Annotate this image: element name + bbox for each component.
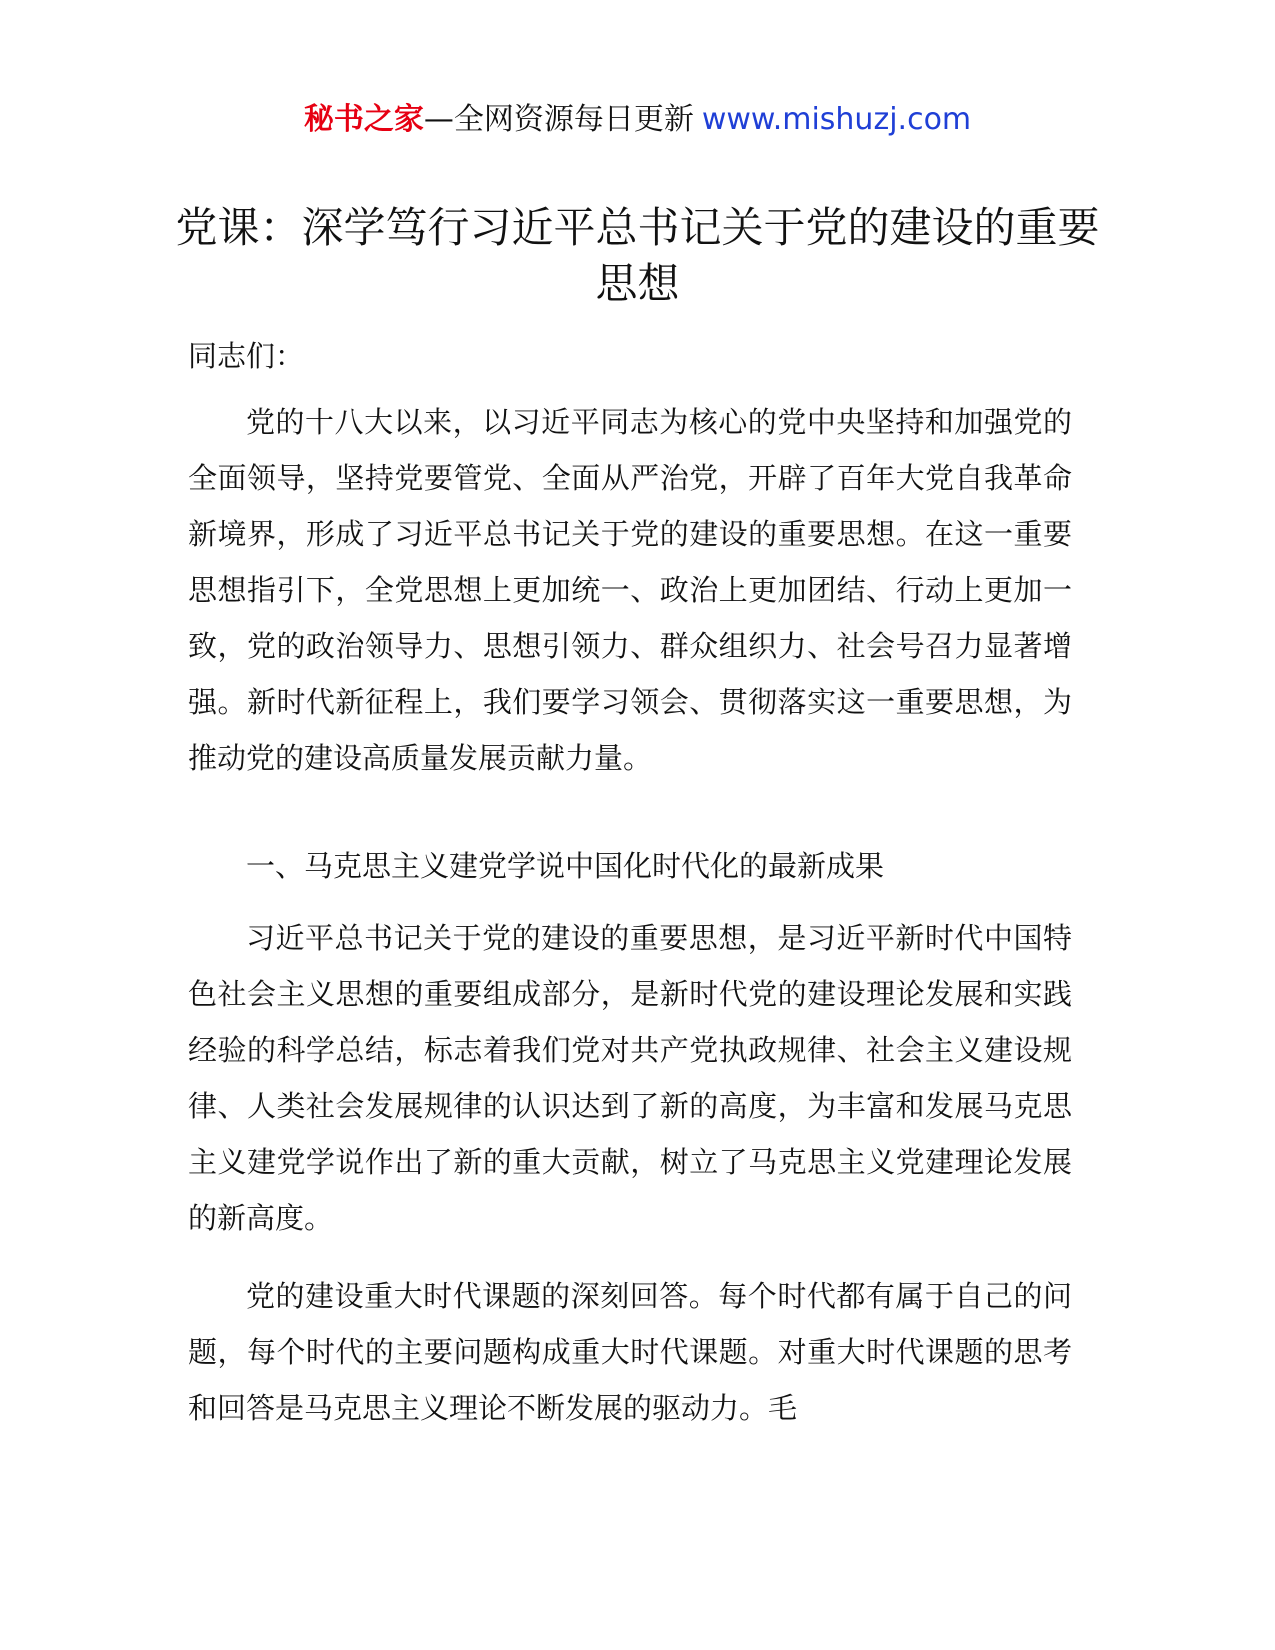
body-paragraph-3: 党的建设重大时代课题的深刻回答。每个时代都有属于自己的问题，每个时代的主要问题构成重大时代课题。对重大时代课题的思考和回答是马克思主义理论不断发展的驱动力。毛 [188, 1279, 1072, 1425]
body-paragraph-intro: 党的十八大以来，以习近平同志为核心的党中央坚持和加强党的全面领导，坚持党要管党、全面从严治党，开辟了百年大党自我革命新境界，形成了习近平总书记关于党的建设的重要思想。在这一重要思想指引下，全党思想上更加统一、政治上更加团结、行动上更加一致，党的政治领导力、思想引领力、群众组织力、社会号召力显著增强。新时代新征程上，我们要学习领会、贯彻落实这一重要思想，为推动党的建设高质量发展贡献力量。 [188, 405, 1072, 775]
site-url-link[interactable]: www.mishuzj.com [701, 102, 972, 137]
body-paragraph-2: 习近平总书记关于党的建设的重要思想，是习近平新时代中国特色社会主义思想的重要组成部分，是新时代党的建设理论发展和实践经验的科学总结，标志着我们党对共产党执政规律、社会主义建设规律、人类社会发展规律的认识达到了新的高度，为丰富和发展马克思主义建党学说作出了新的重大贡献，树立了马克思主义党建理论发展的新高度。 [188, 921, 1072, 1235]
salutation: 同志们： [188, 339, 305, 373]
site-header [0, 100, 1275, 140]
section-heading-1: 一、马克思主义建党学说中国化时代化的最新成果 [246, 849, 885, 883]
site-tagline: —全网资源每日更新 [423, 102, 694, 137]
brand-name: 秘书之家 [303, 102, 424, 137]
document-title: 党课：深学笃行习近平总书记关于党的建设的重要思想 [175, 203, 1100, 308]
